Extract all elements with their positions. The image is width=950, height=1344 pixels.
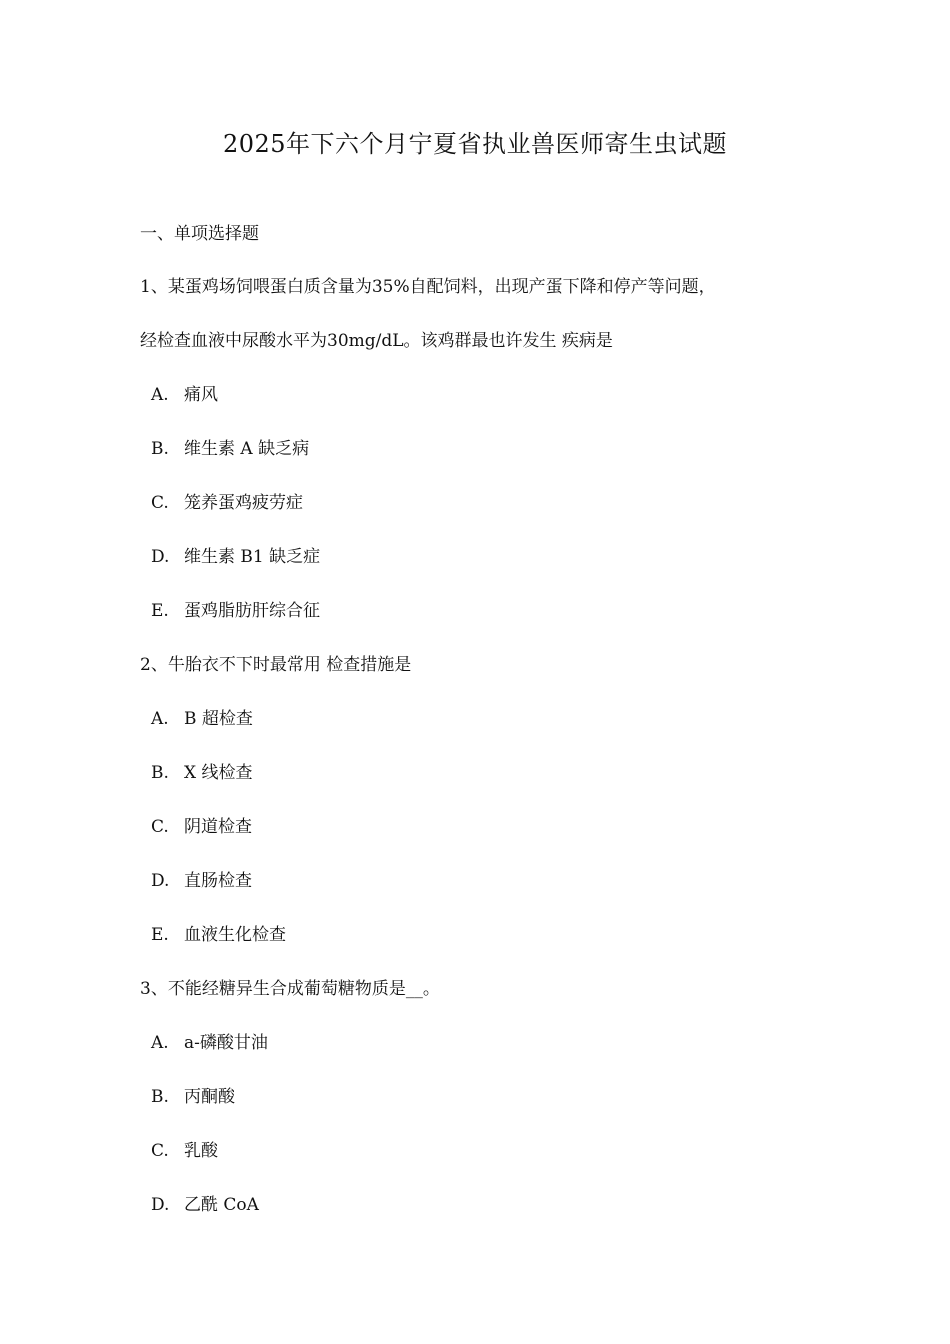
question-3-option-a: [151, 1030, 268, 1056]
option-letter: C.: [151, 817, 169, 837]
question-1-stem-line-1: 1、某蛋鸡场饲喂蛋白质含量为35%自配饲料，出现产蛋下降和停产等问题，: [140, 277, 716, 297]
question-3-stem-line-1: 3、不能经糖异生合成葡萄糖物质是__。: [140, 979, 440, 999]
option-text: 直肠检查: [184, 871, 252, 891]
option-letter: D.: [151, 871, 170, 891]
question-3-option-c: [151, 1138, 218, 1164]
question-2-option-e: [151, 922, 286, 948]
option-text: 乙酰 CoA: [184, 1195, 259, 1215]
option-text: 痛风: [184, 385, 218, 405]
question-2-option-d: [151, 868, 252, 894]
option-text: X 线检查: [184, 763, 253, 783]
question-2-option-c: [151, 814, 252, 840]
question-1-option-b: [151, 436, 309, 462]
question-2-option-a: [151, 706, 253, 732]
option-letter: A.: [151, 709, 169, 729]
option-letter: E.: [151, 925, 169, 945]
option-letter: C.: [151, 1141, 169, 1161]
option-letter: B.: [151, 763, 169, 783]
option-letter: D.: [151, 547, 170, 567]
option-text: 笼养蛋鸡疲劳症: [184, 493, 303, 513]
option-text: 血液生化检查: [184, 925, 286, 945]
question-3-option-d: [151, 1192, 259, 1218]
option-letter: B.: [151, 1087, 169, 1107]
question-1-option-c: [151, 490, 303, 516]
option-letter: E.: [151, 601, 169, 621]
question-1-option-e: [151, 598, 320, 624]
question-1-stem-line-2: 经检查血液中尿酸水平为30mg/dL。该鸡群最也许发生 疾病是: [140, 331, 613, 351]
option-letter: A.: [151, 385, 169, 405]
question-3-option-b: [151, 1084, 235, 1110]
question-2-option-b: [151, 760, 253, 786]
option-text: 维生素 A 缺乏病: [184, 439, 310, 459]
section-heading: 一、单项选择题: [140, 224, 259, 244]
question-1-option-d: [151, 544, 320, 570]
option-text: B 超检查: [184, 709, 253, 729]
option-letter: A.: [151, 1033, 169, 1053]
option-text: 丙酮酸: [184, 1087, 235, 1107]
option-text: a-磷酸甘油: [184, 1033, 268, 1053]
option-letter: B.: [151, 439, 169, 459]
option-text: 蛋鸡脂肪肝综合征: [184, 601, 320, 621]
option-letter: D.: [151, 1195, 170, 1215]
question-2-stem-line-1: 2、牛胎衣不下时最常用 检查措施是: [140, 655, 412, 675]
question-1-option-a: [151, 382, 218, 408]
option-text: 乳酸: [184, 1141, 218, 1161]
option-text: 维生素 B1 缺乏症: [184, 547, 321, 567]
option-letter: C.: [151, 493, 169, 513]
option-text: 阴道检查: [184, 817, 252, 837]
document-title: 2025年下六个月宁夏省执业兽医师寄生虫试题: [222, 130, 728, 158]
